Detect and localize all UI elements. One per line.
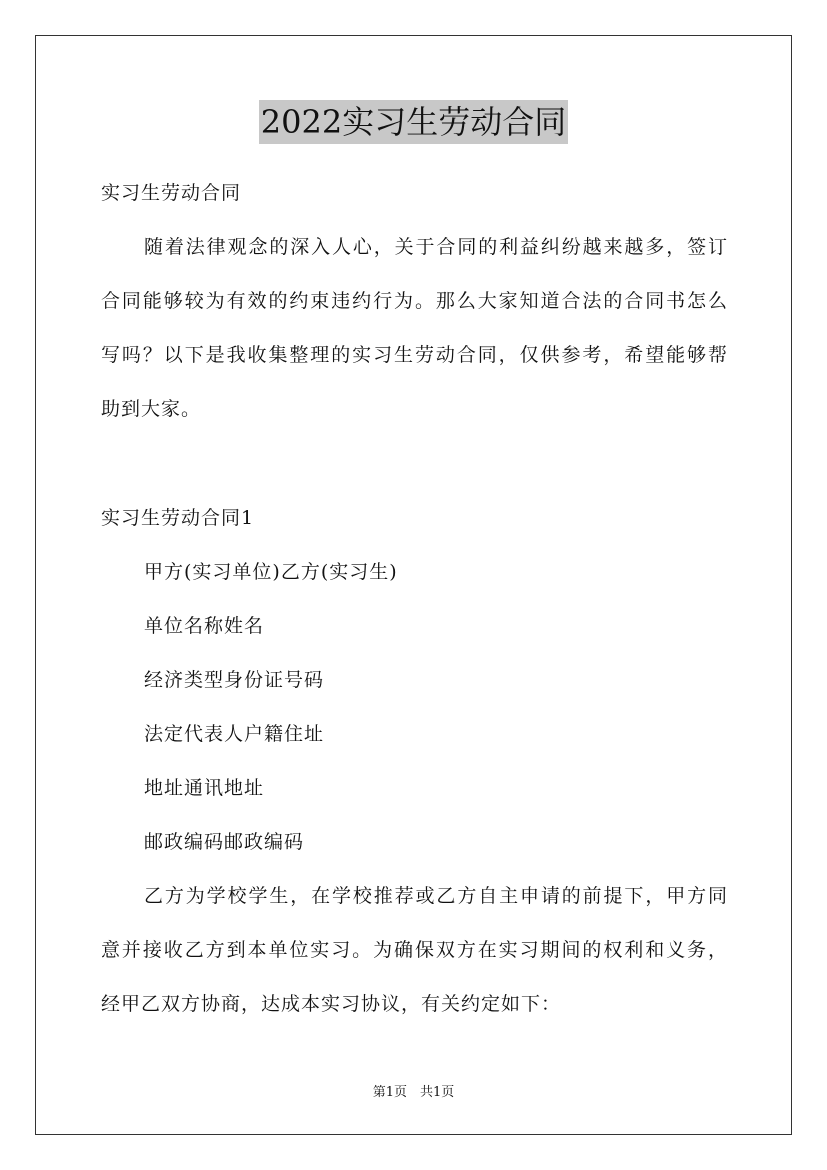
document-title: 2022实习生劳动合同 — [259, 100, 568, 144]
section-title: 实习生劳动合同1 — [101, 507, 255, 529]
intro-line-2: 合同能够较为有效的约束违约行为。那么大家知道合法的合同书怎么 — [101, 290, 727, 312]
body-line-1: 乙方为学校学生，在学校推荐或乙方自主申请的前提下，甲方同 — [144, 885, 727, 907]
title-container — [0, 100, 827, 144]
field-line-5: 地址通讯地址 — [144, 777, 265, 799]
intro-line-4: 助到大家。 — [101, 398, 202, 420]
field-line-4: 法定代表人户籍住址 — [144, 723, 325, 745]
body-line-3: 经甲乙双方协商，达成本实习协议，有关约定如下： — [101, 993, 562, 1015]
intro-line-3: 写吗？以下是我收集整理的实习生劳动合同，仅供参考，希望能够帮 — [101, 344, 727, 366]
field-line-6: 邮政编码邮政编码 — [144, 831, 305, 853]
intro-line-1: 随着法律观念的深入人心，关于合同的利益纠纷越来越多，签订 — [144, 236, 727, 258]
field-line-1: 甲方(实习单位)乙方(实习生) — [144, 561, 398, 583]
body-line-2: 意并接收乙方到本单位实习。为确保双方在实习期间的权利和义务， — [101, 939, 727, 961]
subtitle: 实习生劳动合同 — [101, 182, 242, 204]
field-line-3: 经济类型身份证号码 — [144, 669, 325, 691]
page-number: 第1页 共1页 — [372, 1085, 455, 1100]
field-line-2: 单位名称姓名 — [144, 615, 265, 637]
